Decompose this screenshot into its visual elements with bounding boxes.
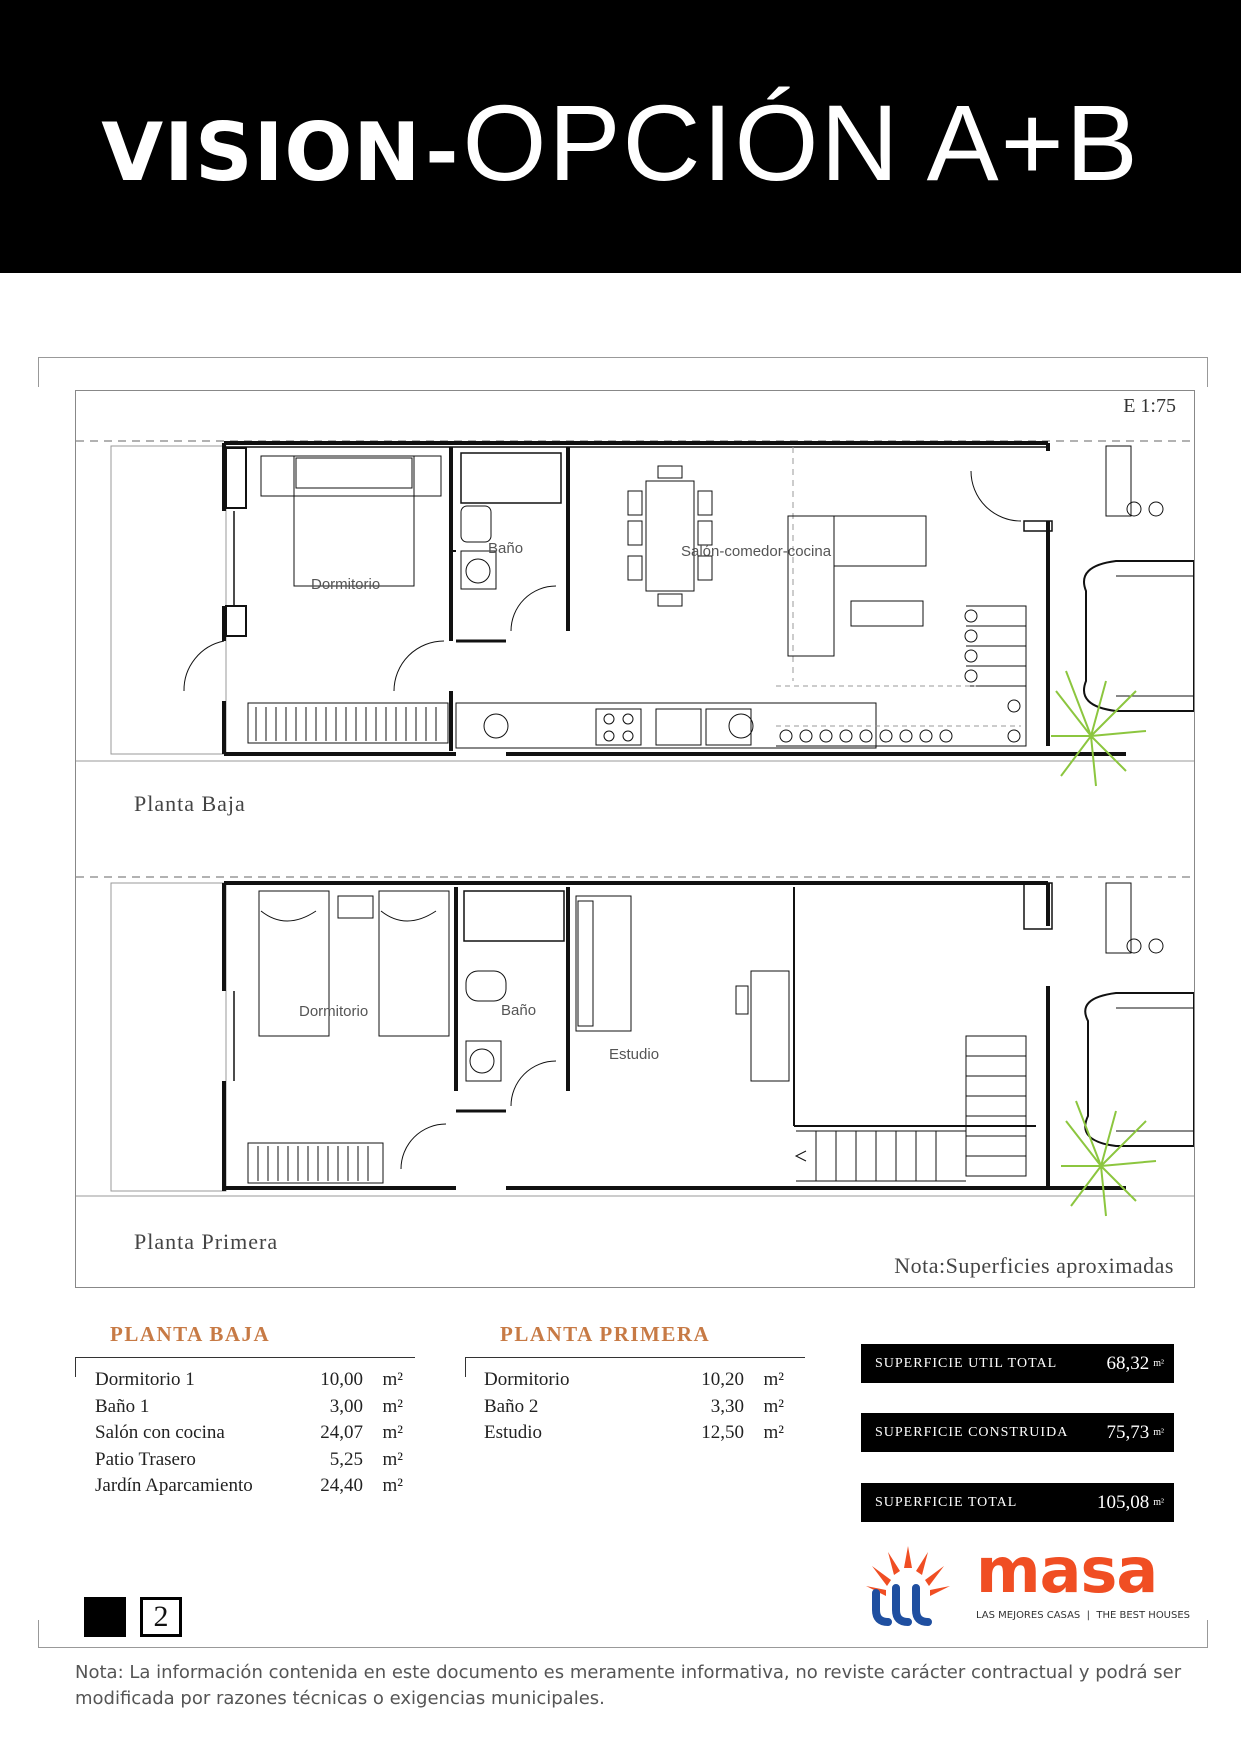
list-item: Patio Trasero 5,25 m² <box>95 1448 403 1470</box>
plant-icon-ground <box>1051 671 1146 786</box>
page-number: 2 <box>140 1597 182 1637</box>
room-label-first-study: Estudio <box>609 1046 660 1063</box>
planta-primera-rule <box>465 1357 805 1358</box>
title-bold: VISION <box>101 106 422 199</box>
superficie-construida: SUPERFICIE CONSTRUIDA 75,73 m² <box>861 1413 1174 1452</box>
room-label-first-bath: Baño <box>501 1002 537 1019</box>
superficie-util-total: SUPERFICIE UTIL TOTAL 68,32 m² <box>861 1344 1174 1383</box>
plan-note: Nota:Superficies aproximadas <box>894 1253 1174 1278</box>
frame-left-tick <box>38 357 39 387</box>
frame-right-tick <box>1207 357 1208 387</box>
floor-plan <box>75 390 1195 1288</box>
list-item: Salón con cocina 24,07 m² <box>95 1422 403 1444</box>
plant-icon-first <box>1061 1101 1156 1216</box>
room-label-ground-bedroom: Dormitorio <box>311 576 381 593</box>
footnote: Nota: La información contenida en este documento es meramente informativa, no reviste carácter contractual y podrá ser modificada por razones técnicas o exigencias municipales. <box>75 1662 1182 1709</box>
planta-primera-tick <box>465 1357 466 1377</box>
plan-scale: E 1:75 <box>1123 395 1176 417</box>
planta-baja-title: PLANTA BAJA <box>110 1322 271 1346</box>
superficie-total: SUPERFICIE TOTAL 105,08 m² <box>861 1483 1174 1522</box>
room-label-ground-living: Salón-comedor-cocina <box>681 543 832 560</box>
frame-bottom-right-tick <box>1207 1620 1208 1648</box>
masa-logo-tagline: LAS MEJORES CASAS | THE BEST HOUSES <box>976 1610 1191 1621</box>
planta-primera-list <box>484 1367 784 1447</box>
planta-baja-list <box>95 1367 403 1500</box>
floor-plan-drawing <box>76 391 1194 1287</box>
first-floor-drawing <box>76 877 1194 1196</box>
frame-bottom-line <box>38 1647 1208 1648</box>
masa-logo-name: masa <box>976 1534 1158 1607</box>
planta-baja-rule <box>75 1357 415 1358</box>
list-item: Baño 1 3,00 m² <box>95 1395 403 1417</box>
floor-label-ground: Planta Baja <box>134 791 246 816</box>
list-item: Jardín Aparcamiento 24,40 m² <box>95 1475 403 1497</box>
masa-logo <box>858 1534 1191 1628</box>
list-item: Estudio 12,50 m² <box>484 1422 784 1444</box>
page-marker-box <box>84 1597 126 1637</box>
title-light: OPCIÓN A+B <box>462 82 1140 203</box>
ground-floor-drawing <box>76 441 1194 761</box>
page-title <box>0 80 1241 205</box>
page-header <box>0 0 1241 273</box>
room-label-ground-bath: Baño <box>488 540 524 557</box>
planta-baja-tick <box>75 1357 76 1377</box>
title-separator: - <box>425 106 459 199</box>
masa-emblem-icon <box>858 1538 958 1628</box>
list-item: Baño 2 3,30 m² <box>484 1395 784 1417</box>
planta-primera-title: PLANTA PRIMERA <box>500 1322 711 1346</box>
frame-bottom-left-tick <box>38 1620 39 1648</box>
room-label-first-bedroom: Dormitorio <box>299 1003 369 1020</box>
floor-label-first: Planta Primera <box>134 1229 279 1254</box>
list-item: Dormitorio 10,20 m² <box>484 1369 784 1391</box>
frame-top-line <box>38 357 1208 358</box>
list-item: Dormitorio 1 10,00 m² <box>95 1369 403 1391</box>
